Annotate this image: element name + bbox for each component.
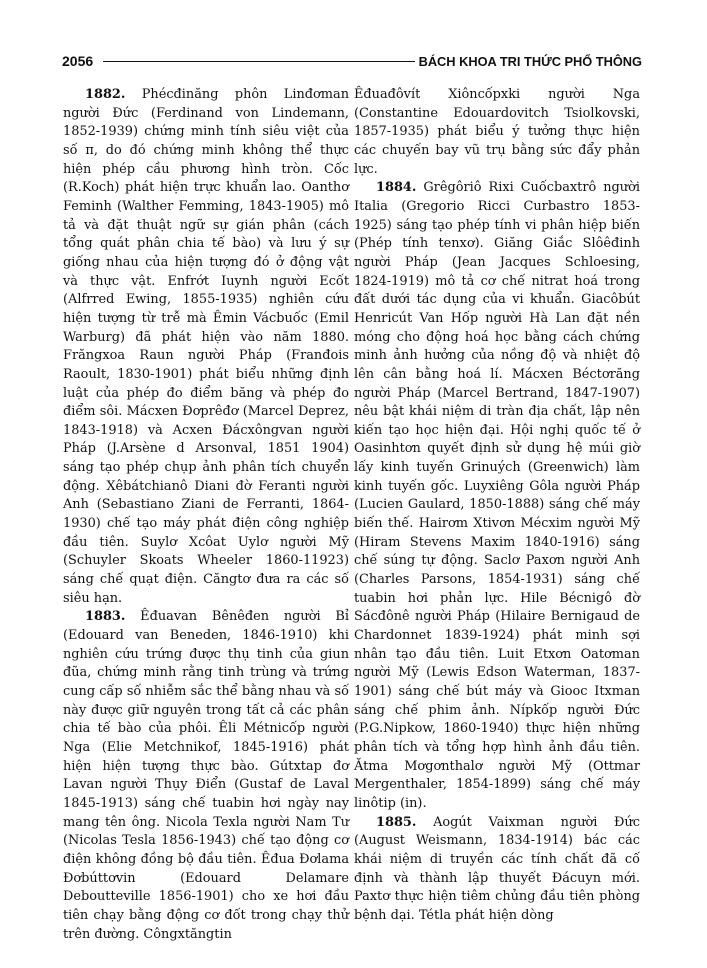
entry-text: Êđuađôvít Xiôncốpxki người Nga (Constantine Edouardovitch Tsiolkovski, 1857-1935) phát biểu ý tưởng thực hiện các chuyến bay vũ trụ bằng sức đẩy phản lực.	[354, 87, 640, 177]
entry-text: Êđuavan Bênêđen người Bỉ (Edouard van Beneden, 1846-1910) khi nghiên cứu trứng được thụ tinh của giun đũa, chứng minh rằng tinh trùng và trứng cung cấp số nhiễm sắc thể bằng nhau và số này được giữ nguyên trong tất cả các phân chia tế bào của phôi. Êli Métnicốp người Nga (Elie Metchnikof, 1845-1916) phát hiện hiện tượng thực bào. Gútxtap đơ Lavan người Thụy Điển (Gustaf de Laval 1845-1913) sáng chế tuabin hơi ngày nay mang tên ông. Nicola Texla người Nam Tư (Nicolas Tesla 1856-1943) chế tạo động cơ điện không đồng bộ đầu tiên. Êđua Đơlama Đơbúttơvin (Edouard Delamare Deboutteville 1856-1901) cho xe hơi đầu tiên chạy bằng động cơ đốt trong chạy thử trên đường. Côngxtăngtin	[63, 609, 349, 942]
entry-number: 1882.	[85, 87, 126, 102]
entry-number: 1885.	[376, 814, 417, 830]
header-rule	[103, 61, 414, 62]
entry-number: 1884.	[376, 180, 417, 196]
entry-1883-continued	[354, 86, 640, 179]
entry-1884	[354, 179, 640, 813]
page-header	[62, 50, 642, 72]
page-number: 2056	[62, 53, 94, 69]
left-column	[63, 86, 349, 944]
entry-1885	[354, 814, 640, 926]
entry-text: Grêgôriô Rixi Cuốcbaxtrô người Italia (Gregorio Ricci Curbastro 1853-1925) sáng tạo phép tính vi phân hiệp biến (Phép tính tenxơ). Giăng Giắc Slôêđinh người Pháp (Jean Jacques Schloesing, 1824-1919) mô tả cơ chế nitrat hoá trong đất dưới tác dụng của vi khuẩn. Giacôbút Henricút Van Hốp người Hà Lan đặt nền móng cho động hoá học bằng cách chứng minh ảnh hưởng của nồng độ và nhiệt độ lên cân bằng hoá lí. Mácxen Béctơrăng người Pháp (Marcel Bertrand, 1847-1907) nêu bật khái niệm di tràn địa chất, lập nên kiến tạo học hiện đại. Hội nghị quốc tế ở Oasinhtơn quyết định sử dụng hệ múi giờ lấy kinh tuyến Grinuých (Greenwich) làm kinh tuyến gốc. Luyxiêng Gôla người Pháp (Lucien Gaulard, 1850-1888) sáng chế máy biến thế. Hairơm Xtivơn Mécxim người Mỹ (Hiram Stevens Maxim 1840-1916) sáng chế súng tự động. Saclơ Paxơn người Anh (Charles Parsons, 1854-1931) sáng chế tuabin hơi phản lực. Hile Bécnigô đờ Sácđônê người Pháp (Hilaire Bernigaud de Chardonnet 1839-1924) phát minh sợi nhân tạo đầu tiên. Luit Etxơn Oatơman người Mỹ (Lewis Edson Waterman, 1837-1901) sáng chế bút máy và Giooc Itxman sáng chế phim ảnh. Nípkốp người Đức (P.G.Nipkow, 1860-1940) thực hiện những phân tích và tổng hợp hình ảnh đầu tiên. Ătma Mơgơnthalơ người Mỹ (Ottmar Mergenthaler, 1854-1899) sáng chế máy linôtip (in).	[354, 180, 640, 811]
entry-1882	[63, 86, 349, 608]
right-column	[354, 86, 640, 926]
entry-number: 1883.	[85, 609, 126, 625]
entry-text: Phécđinăng phôn Linđơman người Đức (Ferdinand von Lindemann, 1852-1939) chứng minh tính siêu việt của số π, do đó chứng minh không thể thực hiện phép cầu phương hình tròn. Cốc (R.Koch) phát hiện trực khuẩn lao. Oanthơ Feminh (Walther Femming, 1843-1905) mô tả và đặt thuật ngữ sự gián phân (cách tổng quát phân chia tế bào) và lưu ý sự giống nhau của hiện tượng đó ở động vật và thực vật. Enfrớt Iuynh người Ecốt (Alfrred Ewing, 1855-1935) nghiên cứu hiện tượng từ trễ mà Êmin Vácbuốc (Emil Warburg) đã phát hiện vào năm 1880. Frăngxoa Raun người Pháp (Franđois Raoult, 1830-1901) phát biểu những định luật của phép đo điểm băng và phép đo điểm sôi. Mácxen Đơprêđơ (Marcel Deprez, 1843-1918) và Acxen Đácxôngvan người Pháp (J.Arsène d Arsonval, 1851 1904) sáng tạo phép chụp ảnh phân tích chuyển động. Xêbátchianô Diani đờ Feranti người Anh (Sebastiano Ziani de Ferranti, 1864-1930) chế tạo máy phát điện công nghiệp đầu tiên. Suylơ Xcôat Uylơ người Mỹ (Schuyler Skoats Wheeler 1860-11923) sáng chế quạt điện. Căngtơ đưa ra các số siêu hạn.	[63, 87, 349, 606]
running-title: BÁCH KHOA TRI THỨC PHỔ THÔNG	[418, 53, 642, 69]
entry-text: Aogút Vaixman người Đức (August Weismann, 1834-1914) bác các khái niệm di truyền các tính chất đã cố định và thành lập thuyết Đácuyn mới. Paxtơ thực hiện tiêm chủng đầu tiên phòng bệnh dại. Tétla phát hiện dòng	[354, 814, 640, 923]
entry-1883	[63, 608, 349, 944]
